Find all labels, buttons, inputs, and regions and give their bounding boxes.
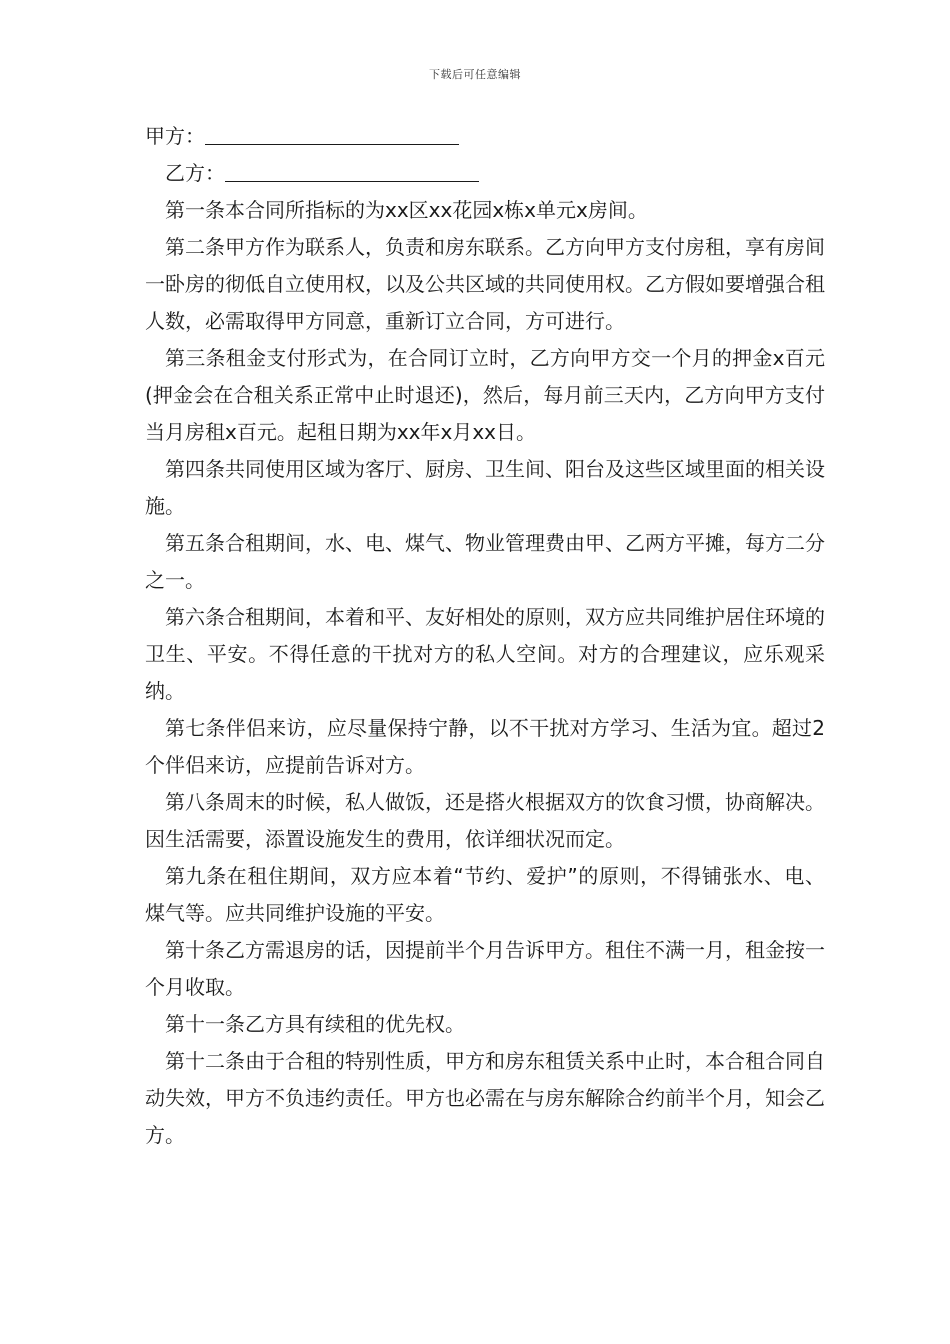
party-b-line — [145, 155, 825, 192]
article-10: 第十条乙方需退房的话，因提前半个月告诉甲方。租住不满一月，租金按一个月收取。 — [145, 938, 825, 999]
contract-body — [145, 118, 825, 1154]
article-2: 第二条甲方作为联系人，负责和房东联系。乙方向甲方支付房租，享有房间一卧房的彻低自立使用权，以及公共区域的共同使用权。乙方假如要增强合租人数，必需取得甲方同意，重新订立合同，方可进行。 — [145, 235, 825, 333]
party-a-line — [145, 118, 825, 155]
party-b-blank — [225, 157, 479, 182]
article-11: 第十一条乙方具有续租的优先权。 — [165, 1012, 465, 1036]
article-9: 第九条在租住期间，双方应本着“节约、爱护”的原则，不得铺张水、电、煤气等。应共同维护设施的平安。 — [145, 864, 825, 925]
article-6: 第六条合租期间，本着和平、友好相处的原则，双方应共同维护居住环境的卫生、平安。不得任意的干扰对方的私人空间。对方的合理建议，应乐观采纳。 — [145, 605, 825, 703]
article-7: 第七条伴侣来访，应尽量保持宁静，以不干扰对方学习、生活为宜。超过2个伴侣来访，应提前告诉对方。 — [145, 716, 825, 777]
article-12: 第十二条由于合租的特别性质，甲方和房东租赁关系中止时，本合租合同自动失效，甲方不负违约责任。甲方也必需在与房东解除合约前半个月，知会乙方。 — [145, 1049, 825, 1147]
party-b-label: 乙方： — [165, 161, 225, 185]
article-3: 第三条租金支付形式为，在合同订立时，乙方向甲方交一个月的押金x百元(押金会在合租关系正常中止时退还)，然后，每月前三天内，乙方向甲方支付当月房租x百元。起租日期为xx年x月xx日。 — [145, 346, 825, 444]
article-5: 第五条合租期间，水、电、煤气、物业管理费由甲、乙两方平摊，每方二分之一。 — [145, 531, 825, 592]
party-a-label: 甲方： — [145, 124, 205, 148]
article-4: 第四条共同使用区域为客厅、厨房、卫生间、阳台及这些区域里面的相关设施。 — [145, 457, 825, 518]
article-8: 第八条周末的时候，私人做饭，还是搭火根据双方的饮食习惯，协商解决。因生活需要，添置设施发生的费用，依详细状况而定。 — [145, 790, 825, 851]
party-a-blank — [205, 120, 459, 145]
article-1: 第一条本合同所指标的为xx区xx花园x栋x单元x房间。 — [165, 198, 648, 222]
page-header-note: 下载后可任意编辑 — [429, 68, 521, 81]
